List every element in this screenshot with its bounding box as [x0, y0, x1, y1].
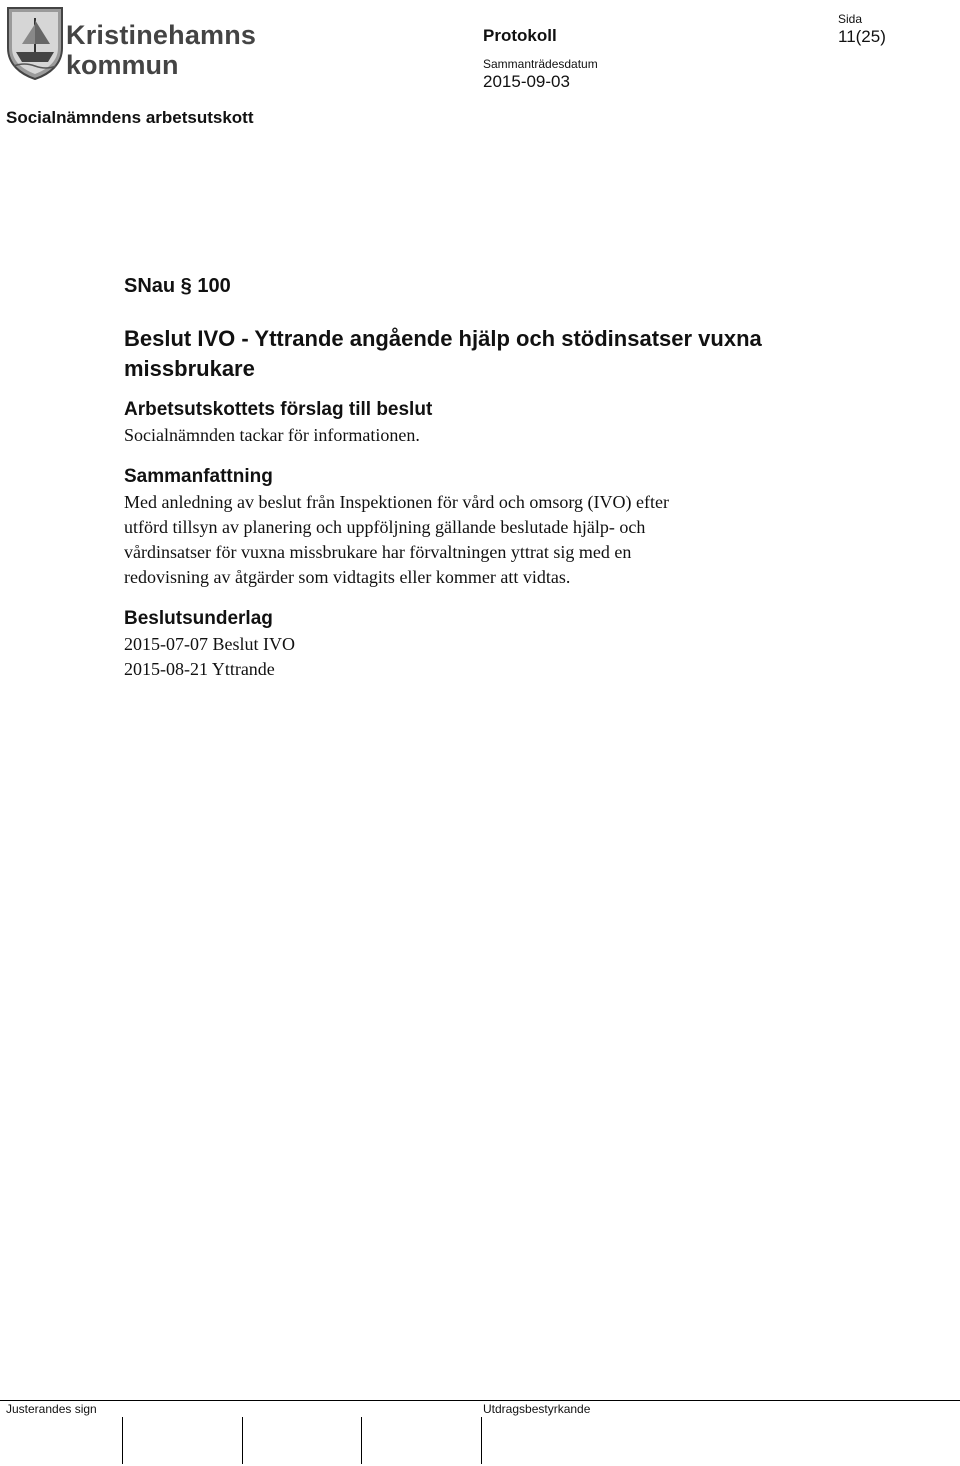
page-label: Sida [838, 12, 863, 26]
protocol-item [124, 272, 824, 682]
signature-box-divider [481, 1417, 482, 1464]
section-line: redovisning av åtgärder som vidtagits eller kommer att vidtas. [124, 567, 571, 587]
footer-sign-label: Justerandes sign [6, 1402, 97, 1416]
section-line: utförd tillsyn av planering och uppföljning gällande beslutade hjälp- och [124, 517, 646, 537]
section-line: 2015-08-21 Yttrande [124, 659, 275, 679]
section-basis [124, 606, 824, 682]
org-name-line1: Kristinehamns [66, 20, 257, 50]
section-heading: Arbetsutskottets förslag till beslut [124, 399, 433, 420]
signature-box-divider [361, 1417, 362, 1464]
section-proposal [124, 397, 824, 448]
page-number: 11(25) [838, 27, 886, 46]
section-line: Med anledning av beslut från Inspektionen för vård och omsorg (IVO) efter [124, 492, 670, 512]
section-heading: Beslutsunderlag [124, 608, 273, 629]
municipal-shield-ship-icon [6, 4, 64, 80]
section-line: 2015-07-07 Beslut IVO [124, 634, 295, 654]
footer-divider [0, 1400, 960, 1401]
section-line: Socialnämnden tackar för informationen. [124, 425, 420, 445]
signature-box-divider [242, 1417, 243, 1464]
item-reference: SNau § 100 [124, 275, 231, 297]
board-name: Socialnämndens arbetsutskott [6, 108, 254, 127]
document-type: Protokoll [483, 26, 557, 45]
meeting-date: 2015-09-03 [483, 72, 570, 91]
signature-box-divider [122, 1417, 123, 1464]
meeting-date-label: Sammanträdesdatum [483, 57, 598, 71]
section-heading: Sammanfattning [124, 466, 273, 487]
section-summary [124, 464, 824, 590]
footer-certification-label: Utdragsbestyrkande [483, 1402, 591, 1416]
section-line: vårdinsatser för vuxna missbrukare har förvaltningen yttrat sig med en [124, 542, 632, 562]
org-name-line2: kommun [66, 50, 179, 80]
item-title: Beslut IVO - Yttrande angående hjälp och stödinsatser vuxna missbrukare [124, 326, 762, 381]
